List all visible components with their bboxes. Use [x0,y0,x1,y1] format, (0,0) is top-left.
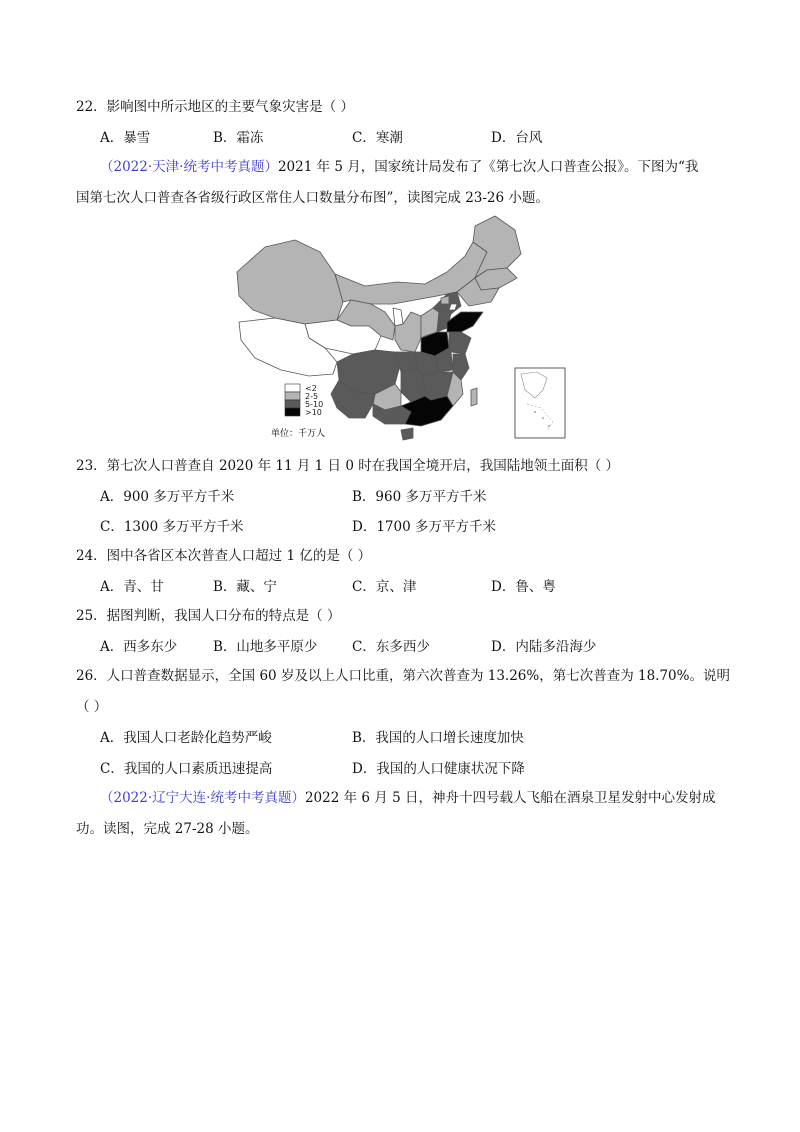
question-24-stem: 24．图中各省区本次普查人口超过 1 亿的是（ ） [76,548,372,564]
region-hainan [401,428,413,440]
q24-option-a: A．青、甘 [100,579,164,595]
q25-option-d: D．内陆多沿海少 [491,639,597,655]
region-xinjiang [237,240,343,324]
q22-option-b: B．霜冻 [213,130,264,146]
q25-option-c: C．东多西少 [352,639,430,655]
q23-option-c: C．1300 多万平方千米 [100,519,244,535]
intro-27-28-line2: 功。读图，完成 27-28 小题。 [76,821,259,837]
source-tag: （2022·辽宁大连·统考中考真题） [100,790,305,806]
q22-option-c: C．寒潮 [352,130,403,146]
q26-option-a: A．我国人口老龄化趋势严峻 [100,730,272,746]
region-jiangsu [449,332,471,354]
china-population-map [225,212,570,444]
question-26-stem: 26．人口普查数据显示，全国 60 岁及以上人口比重，第六次普查为 13.26%，第七次普查为 18.70%。说明 [76,668,730,684]
population-map-figure [225,212,570,444]
region-shandong [447,312,483,332]
south-china-sea-inset [515,368,565,438]
region-ningxia [393,308,403,326]
q24-option-c: C．京、津 [352,579,417,595]
q24-option-d: D．鲁、粤 [491,579,556,595]
legend-unit: 单位：千万人 [271,429,326,439]
intro-23-26-line1 [100,158,698,176]
source-tag: （2022·天津·统考中考真题） [100,159,278,175]
question-26-stem-cont: （ ） [76,699,108,715]
question-23-stem: 23．第七次人口普查自 2020 年 11 月 1 日 0 时在我国全境开启，我国陆地领土面积（ ） [76,458,620,474]
q23-option-a: A．900 多万平方千米 [100,489,235,505]
q26-option-c: C．我国的人口素质迅速提高 [100,761,273,777]
region-beijing [441,296,449,304]
legend-label-lt2: <2 [305,384,317,393]
q26-option-d: D．我国的人口健康状况下降 [352,761,525,777]
map-legend [271,384,325,439]
legend-label-gt10: >10 [305,408,322,417]
region-guangdong [401,396,453,426]
question-22-stem: 22．影响图中所示地区的主要气象灾害是（ ） [76,99,354,115]
q23-option-d: D．1700 多万平方千米 [352,519,496,535]
legend-label-2-5: 2-5 [305,392,319,401]
intro-text: 2021 年 5 月，国家统计局发布了《第七次人口普查公报》。下图为“我 [277,159,699,175]
legend-label-5-10: 5-10 [305,400,324,409]
intro-27-28-line1 [100,789,715,807]
q24-option-b: B．藏、宁 [213,579,277,595]
q25-option-b: B．山地多平原少 [213,639,318,655]
region-taiwan [471,388,477,406]
q22-option-d: D．台风 [491,130,543,146]
q23-option-b: B．960 多万平方千米 [352,489,487,505]
question-25-stem: 25．据图判断，我国人口分布的特点是（ ） [76,608,341,624]
intro-text: 2022 年 6 月 5 日，神舟十四号载人飞船在酒泉卫星发射中心发射成 [304,790,716,806]
intro-23-26-line2: 国第七次人口普查各省级行政区常住人口数量分布图”，读图完成 23-26 小题。 [76,190,549,206]
q22-option-a: A．暴雪 [100,130,151,146]
q25-option-a: A．西多东少 [100,639,178,655]
q26-option-b: B．我国的人口增长速度加快 [352,730,524,746]
